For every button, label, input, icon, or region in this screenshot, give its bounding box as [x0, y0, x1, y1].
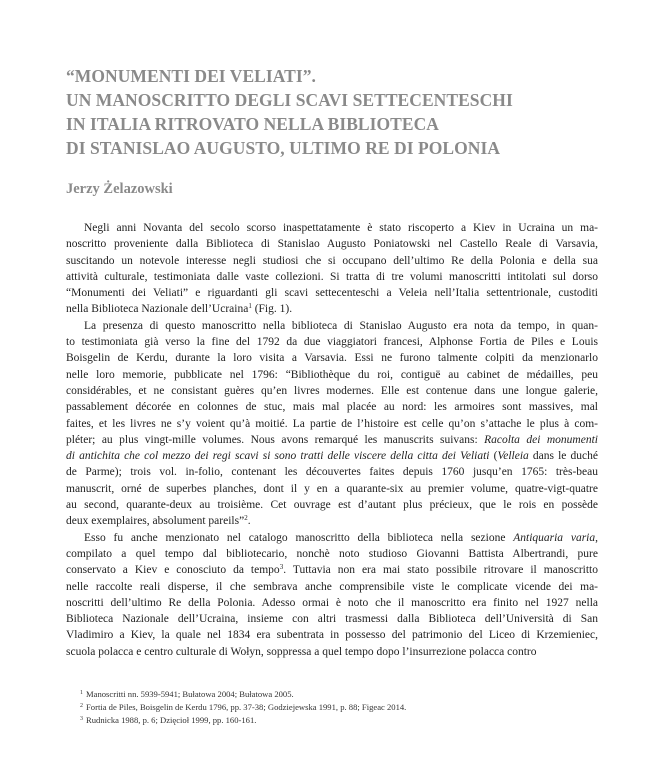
footnotes — [66, 688, 606, 728]
text-line: “Monumenti dei Veliati” e riguardanti gli scavi settecenteschi a Veleia nell’Italia settentrionale, custoditi — [66, 287, 598, 300]
text-line: suscitando un notevole interesse negli studiosi che si occupano dell’ultimo Re della Polonia e della sua — [66, 254, 598, 267]
footnote — [66, 688, 606, 701]
text-line: Biblioteca Nazionale dell’Ucraina, insieme con altri trasmessi dalla Biblioteca dell’Università di San — [66, 613, 598, 626]
footnote-mark: 1 — [80, 690, 83, 696]
text-line: nelle raccolte reali disperse, il che sembrava anche comprensibile viste le complicate vicende dei ma- — [66, 580, 598, 593]
footnote — [66, 701, 606, 714]
author-name: Jerzy Żelazowski — [66, 181, 173, 197]
text-line: noscritti dell’ultimo Re della Polonia. Adesso ormai è noto che il manoscritto era finito nel 1927 nella — [66, 596, 598, 609]
text-line: au second, quarante-deux au troisième. Cet ouvrage est d’autant plus précieux, que le rois en possède — [66, 499, 598, 512]
text-line: considérables, et ne consistant guères qu’en livres modernes. Elle est contenue dans une longue galerie, — [66, 384, 598, 397]
text-line: Vladimiro a Kiev, la quale nel 1834 era subentrata in possesso del patrimonio del Liceo di Krzemieniec, — [66, 629, 598, 642]
text-line: to testimoniata già verso la fine del 1792 da due viaggiatori francesi, Alphonse Fortia de Piles e Louis — [66, 336, 598, 349]
text-line: nelle loro memorie, pubblicate nel 1796: “Bibliothèque du roi, contiguë au cabinet de médailles, peu — [66, 368, 598, 381]
text-line: faites, et les livres ne s’y voient qu’à moitié. La partie de l’histoire est celle qu’on s’attache le plus à com- — [66, 417, 598, 430]
body-paragraph — [66, 318, 598, 530]
text-line: Esso fu anche menzionato nel catalogo manoscritto della biblioteca nella sezione Antiquaria varia, — [84, 531, 598, 544]
text-line: di antichita che col mezzo dei regi scavi si sono tratti delle viscere della citta dei Veliati (Velleia dans le duché — [66, 450, 598, 463]
text-line: compilato a quel tempo dal bibliotecario, nonchè noto studioso Giovanni Battista Albertrandi, pure — [66, 547, 598, 560]
text-line: Boisgelin de Kerdu, durante la loro visita a Varsavia. Essi ne furono talmente colpiti da menzionarlo — [66, 352, 598, 365]
title-line: UN MANOSCRITTO DEGLI SCAVI SETTECENTESCHI — [66, 90, 513, 110]
text-line: attività culturale, testimoniata dalle vaste collezioni. Si tratta di tre volumi manoscritti intitolati sul dorso — [66, 270, 598, 283]
footnote — [66, 714, 606, 727]
footnote-text: Rudnicka 1988, p. 6; Dzięcioł 1999, pp. 160-161. — [86, 715, 257, 726]
text-line: pléter; au plus vingt-mille volumes. Nous avons remarqué les manuscrits suivans: Racolta dei monumenti — [66, 433, 598, 446]
text-line: nella Biblioteca Nazionale dell’Ucraina$^1$ (Fig. 1). — [66, 302, 293, 316]
text-line: passablement décorée en colonnes de stuc, mais mal placée au nord: les armoires sont massives, mal — [66, 401, 598, 414]
text-line: Negli anni Novanta del secolo scorso inaspettatamente è stato riscoperto a Kiev in Ucraina un ma- — [84, 222, 598, 234]
body-paragraph — [66, 530, 598, 660]
title-line: IN ITALIA RITROVATO NELLA BIBLIOTECA — [66, 114, 439, 134]
text-line: de Parme); trois vol. in-folio, contenant les découvertes faites depuis 1760 jusqu’en 1765: très-beau — [66, 466, 598, 479]
article-body — [66, 220, 598, 660]
footnote-text: Manoscritti nn. 5939-5941; Bułatowa 2004; Bułatowa 2005. — [86, 689, 294, 699]
body-paragraph — [66, 220, 598, 318]
text-line: manuscrit, orné de superbes planches, dont il y en a quarante-six au premier volume, quatre-vigt-quatre — [66, 482, 598, 495]
text-line: La presenza di questo manoscritto nella biblioteca di Stanislao Augusto era nota da tempo, in quan- — [84, 319, 598, 332]
text-line: noscritto proveniente dalla Biblioteca di Stanislao Augusto Poniatowski nel Castello Reale di Varsavia, — [66, 238, 598, 251]
article-title — [66, 64, 626, 160]
footnote-text: Fortia de Piles, Boisgelin de Kerdu 1796, pp. 37-38; Godziejewska 1991, p. 88; Figeac 2014. — [86, 702, 407, 713]
title-line: “MONUMENTI DEI VELIATI”. — [66, 66, 316, 86]
footnote-mark: 2 — [80, 703, 83, 710]
text-line: deux exemplaires, absolument pareils”$^2$. — [66, 514, 251, 528]
footnote-mark: 3 — [80, 716, 83, 723]
title-line: DI STANISLAO AUGUSTO, ULTIMO RE DI POLONIA — [66, 138, 501, 158]
text-line: conservato a Kiev e conosciuto da tempo$^3$. Tuttavia non era mai stato possibile ritrovare il manoscritto — [66, 563, 598, 577]
text-line: scuola polacca e centro culturale di Wołyn, soppressa a quel tempo dopo l’insurrezione polacca contro — [66, 645, 537, 658]
